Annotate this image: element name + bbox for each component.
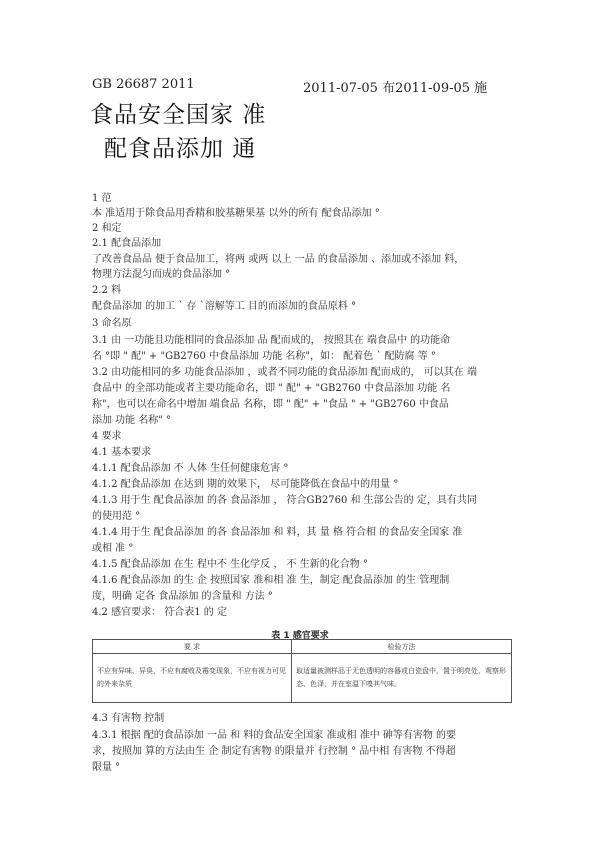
body-line: 4.1.1 配食品添加 不 人体 生任何健康危害 °	[92, 463, 289, 474]
publish-dates: 2011-07-05 布2011-09-05 施	[303, 81, 488, 96]
body-line: 或相 准 °	[92, 543, 134, 554]
section-heading: 1 范	[92, 193, 112, 204]
table-row	[93, 654, 512, 703]
table-header-cell: 要 求	[93, 640, 292, 654]
subsection-heading: 4.3 有害物 控制	[92, 713, 165, 724]
table-header-cell: 检验方法	[292, 640, 512, 654]
table-cell: 取适量被测样品于无色透明的容器或白瓷盘中，置于明亮处，观察形态、色泽，并在室温下嗅其气味。	[292, 654, 512, 703]
sensory-requirements-table	[92, 639, 512, 703]
document-title-line1: 食品安全国家 准	[90, 102, 267, 128]
body-line: 4.1.5 配食品添加 在生 程中不 生化学反 ， 不 生新的化合物 °	[92, 559, 368, 570]
body-line: 的使用范 °	[92, 511, 141, 522]
body-line: 物理方法混匀而成的食品添加 °	[92, 269, 231, 280]
subsection-heading: 4.1 基本要求	[92, 447, 152, 458]
standard-code: GB 26687 2011	[92, 77, 195, 92]
table-cell: 不应有异味、异臭，不应有腐败及霉变现象，不应有视力可见的外来杂质	[93, 654, 292, 703]
body-line: 3.2 由功能相同的多 功能食品添加 ，或者不同功能的食品添加 配而成的， 可以其在 端	[92, 367, 477, 378]
table-title: 表 1 感官要求	[271, 631, 329, 641]
section-heading: 4 要求	[92, 431, 122, 442]
body-line: 3.1 由 一功能且功能相同的食品添加 品 配而成的， 按照其在 端食品中 的功能命	[92, 335, 451, 346]
table-header-row	[93, 640, 512, 654]
body-line: 了改善食品品 便于食品加工，将两 或两 以上 一品 的食品添加 、添加或不添加 料，	[92, 254, 465, 265]
section-heading: 2 和定	[92, 223, 122, 234]
body-line: 度，明确 定各 食品添加 的含量和 方法 °	[92, 591, 273, 602]
body-line: 添加 功能 名称" °	[92, 415, 172, 426]
section-heading: 3 命名原	[92, 318, 132, 329]
body-line: 4.1.2 配食品添加 在达到 期的效果下， 尽可能降低在食品中的用量 °	[92, 479, 399, 490]
subsection-heading: 2.2 料	[92, 285, 122, 296]
body-line: 4.2 感官要求： 符合表1 的 定	[92, 607, 227, 618]
subsection-heading: 2.1 配食品添加	[92, 238, 162, 249]
body-line: 4.1.4 用于生 配食品添加 的各 食品添加 和 料，其 量 格 符合相 的食品安全国家 准	[92, 527, 463, 538]
body-line: 名 °即 " 配" + "GB2760 中食品添加 功能 名称"，如： 配着色 ` 配防腐 等 °	[92, 351, 436, 362]
body-line: 本 准适用于除食品用香精和胶基糖果基 以外的所有 配食品添加 °	[92, 208, 380, 219]
body-line: 4.1.6 配食品添加 的生 企 按照国家 准和相 准 生，制定 配食品添加 的生 管理制	[92, 575, 450, 586]
document-title-line2: 配食品添加 通	[104, 136, 257, 162]
body-line: 4.3.1 根据 配的食品添加 一品 和 料的食品安全国家 准或相 准中 砷等有害物 的要	[92, 730, 457, 741]
body-line: 食品中 的全部功能或者主要功能命名，即 " 配" + "GB2760 中食品添加 功能 名	[92, 383, 451, 394]
body-line: 称"，也可以在命名中增加 端食品 名称，即 " 配" + "食品 " + "GB2760 中食品	[92, 399, 449, 410]
body-line: 限量 °	[92, 762, 121, 773]
body-line: 4.1.3 用于生 配食品添加 的各 食品添加 ， 符合GB2760 和 生部公告的 定，具有共同	[92, 495, 477, 506]
body-line: 求，按照加 算的方法由生 企 制定有害物 的限量并 行控制 ° 品中相 有害物 不得超	[92, 746, 456, 757]
body-line: 配食品添加 的加工 ` 存 `溶解等工 目的而添加的食品原料 °	[92, 301, 357, 312]
